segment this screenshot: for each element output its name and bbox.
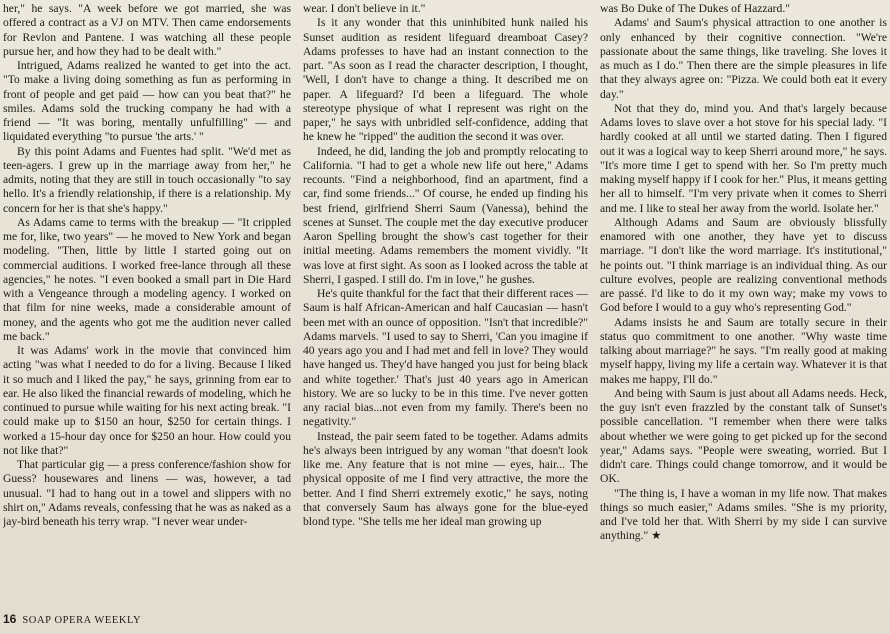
- paragraph: By this point Adams and Fuentes had split. "We'd met as teen-agers. I grew up in the marriage away from her," he admits, noting that they are still in touch occasionally "to say hello. It's a friendly relationship, if there is a relationship. My concern for her is that she's happy.": [3, 144, 291, 215]
- page-footer: [3, 610, 141, 628]
- paragraph: Although Adams and Saum are obviously blissfully enamored with one another, they have yet to discuss marriage. "I don't like the word marriage. It's institutional," he points out. "I think marriage is an individual thing. As our culture evolves, people are realizing conventional methods are passé. I'd like to do it my own way; make my vows to God before I would to a guy who's representing God.": [600, 215, 887, 315]
- paragraph: was Bo Duke of The Dukes of Hazzard.": [600, 2, 790, 15]
- publication-name: SOAP OPERA WEEKLY: [22, 615, 142, 626]
- paragraph: And being with Saum is just about all Adams needs. Heck, the guy isn't even frazzled by the constant talk of Sunset's possible cancellation. "I remember when there were talks about whether we were going to get picked up for the second year," Adams says. "People were sweating, worried. But I didn't care. Things could change tomorrow, and it would be OK.: [600, 386, 887, 486]
- paragraph: Indeed, he did, landing the job and promptly relocating to California. "I had to get a whole new life out here," Adams recounts. "Find a neighborhood, find an apartment, find a car, find some friends..." Of course, he ended up finding his best friend, girlfriend Sherri Saum (Vanessa), behind the scenes at Sunset. The couple met the day executive producer Aaron Spelling brought the show's cast together for their initial meeting. Adams remembers the moment vividly. "It was love at first sight. As soon as I looked across the table at Sherri, I gasped. I still do. I'm in love," he gushes.: [303, 144, 588, 286]
- article-column-2: [303, 2, 588, 630]
- paragraph: Instead, the pair seem fated to be together. Adams admits he's always been intrigued by any woman "that doesn't look like me. Any feature that is not mine — eyes, hair... The physical opposite of me I find very attractive, the more the better. And I find Sherri extremely exotic," he says, noting that conversely Saum has always gone for the blue-eyed blond type. "She tells me her ideal man growing up: [303, 429, 588, 528]
- paragraph: As Adams came to terms with the breakup — "It crippled me for, like, two years" — he moved to New York and began modeling. "Then, little by little I started going out on commercial auditions. I worked free-lance through all these agencies," he notes. "I even booked a small part in Die Hard with a Vengeance through a modeling agency. I worked on that film for nine weeks, made a considerable amount of money, and the agents who got me the audition never called me back.": [3, 215, 291, 343]
- paragraph: Intrigued, Adams realized he wanted to get into the act. "To make a living doing something as fun as performing in front of people and get paid — how can you beat that?" he smiles. Adams sold the trucking company he had with a friend — "It was boring, mentally unfulfilling" — and liquidated everything "to pursue 'the arts.' ": [3, 59, 291, 144]
- paragraph: He's quite thankful for the fact that their different races — Saum is half African-American and half Caucasian — hasn't been met with an ounce of opposition. "Isn't that incredible?" Adams marvels. "I used to say to Sherri, 'Can you imagine if 40 years ago you and I had met and fell in love? They would have hanged us. They'd have hanged you just for being black and white together.' That's just 40 years ago in American history. We are so lucky to be in this time. I've never gotten any racial bias...not even from my family. There's been no negativity.": [303, 287, 588, 429]
- paragraph: Not that they do, mind you. And that's largely because Adams loves to slave over a hot stove for his special lady. "I hardly cooked at all until we started dating. Then I figured out it was a logical way to keep Sherri around more," he says. "It's more time I get to spend with her. So I'm pretty much making myself happy if I cook for her." Plus, it means getting her all to himself. "I'm very private when it comes to Sherri and me. I like to steal her away from the world. Isolate her.": [600, 101, 887, 215]
- article-column-1: [3, 2, 291, 608]
- paragraph: Is it any wonder that this uninhibited hunk nailed his Sunset audition as resident lifeguard dreamboat Casey? Adams professes to have had an instant connection to the part. "As soon as I read the character description, I thought, 'Well, I don't have to change a thing. It described me on paper. A lifeguard? I'd been a lifeguard. The whole stereotype physique of what I represent was right on the paper," he says with unbridled self-confidence, adding that he knew he "ripped" the audition the second it was over.: [303, 16, 588, 144]
- paragraph: her," he says. "A week before we got married, she was offered a contract as a VJ on MTV. Then came endorsements for Revlon and Pantene. I was watching all these people pursue her, and how they had to be dealt with.": [3, 2, 291, 58]
- paragraph: wear. I don't believe in it.": [303, 2, 426, 15]
- article-column-3: [600, 2, 887, 630]
- paragraph: "The thing is, I have a woman in my life now. That makes things so much easier," Adams smiles. "She is my priority, and I've told her that. With Sherri by my side I can survive anything." ★: [600, 486, 887, 543]
- paragraph: It was Adams' work in the movie that convinced him acting "was what I needed to do for a living. Because I liked it so much and I liked the pay," he says, grinning from ear to ear. He also liked the financial rewards of modeling, which he continued to pursue while waiting for his next acting break. "I could make up to $150 an hour, $250 for certain things. I worked a 15-hour day once for $250 an hour. How could you not like that?": [3, 344, 291, 457]
- page-number: 16: [3, 612, 17, 626]
- paragraph: That particular gig — a press conference/fashion show for Guess? housewares and linens — was, however, a tad unusual. "I had to hang out in a towel and slippers with no shirt on," Adams reveals, confessing that he was as naked as a jay-bird beneath his terry wrap. "I never wear under-: [3, 458, 291, 528]
- paragraph: Adams insists he and Saum are totally secure in their status quo commitment to one another. "Why waste time talking about marriage?" he says. "I'm really good at making myself happy, living my life a certain way. Whatever it is that makes me happy, I'll do.": [600, 315, 887, 386]
- paragraph: Adams' and Saum's physical attraction to one another is only enhanced by their cognitive connection. "We're passionate about the same things, like traveling. She loves it as much as I do." Then there are the simple pleasures in life that they always agree on: "Pizza. We could both eat it every day.": [600, 16, 887, 101]
